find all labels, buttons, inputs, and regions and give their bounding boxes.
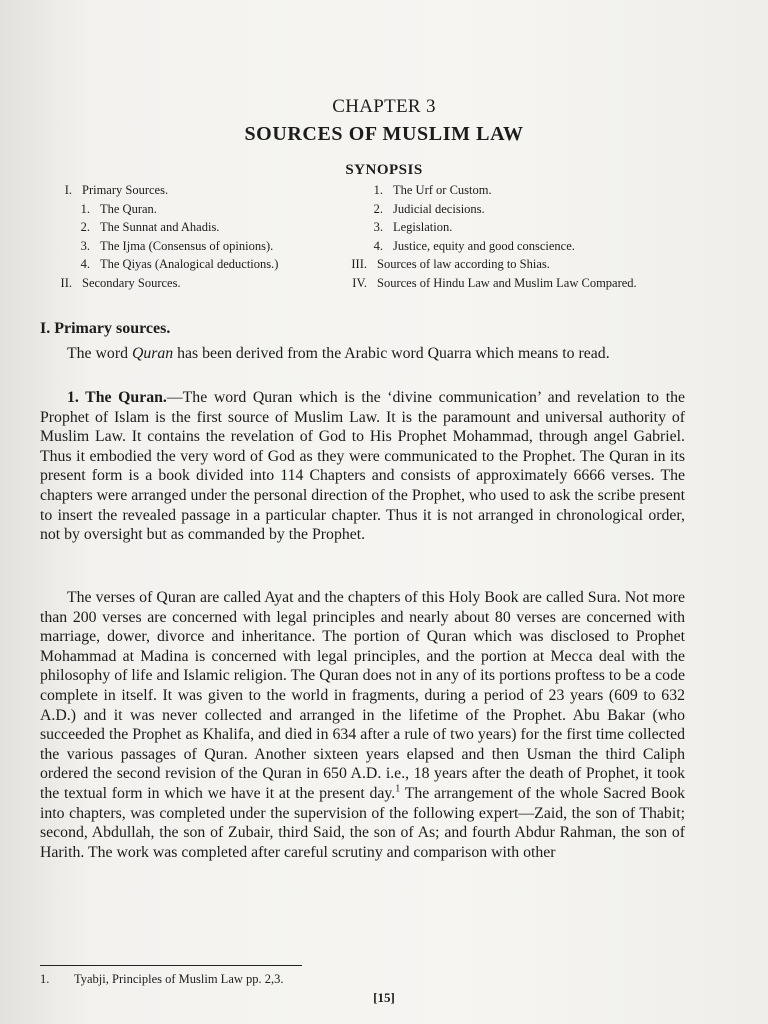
synopsis-item (52, 203, 352, 217)
synopsis-item-number: 2. (80, 220, 90, 235)
paragraph-verses (40, 588, 685, 862)
synopsis-item-text: The Qiyas (Analogical deductions.) (100, 257, 279, 272)
synopsis-item-text: Primary Sources. (82, 183, 169, 197)
synopsis-item (345, 203, 695, 217)
synopsis-item-text: Judicial decisions. (393, 201, 485, 216)
paragraph-lead: 1. The Quran. (67, 389, 167, 406)
footnote-text: Tyabji, Principles of Muslim Law pp. 2,3. (74, 972, 284, 986)
synopsis-item-text: Legislation. (393, 220, 453, 235)
paragraph-intro (40, 344, 685, 364)
synopsis-item-number: 1. (373, 183, 383, 197)
synopsis-item-number: 2. (373, 201, 383, 216)
synopsis-item-text: The Quran. (100, 201, 157, 216)
chapter-title: SOURCES OF MUSLIM LAW (244, 123, 524, 145)
synopsis-item-number: I. (64, 183, 72, 197)
synopsis-item (52, 240, 352, 254)
synopsis-item (345, 240, 695, 254)
synopsis-item-number: 3. (373, 220, 383, 235)
section-heading: I. Primary sources. (40, 320, 171, 337)
synopsis-item-number: 4. (373, 238, 383, 253)
synopsis-item (52, 221, 352, 235)
synopsis-item (52, 277, 352, 291)
synopsis-item-number: 3. (80, 238, 90, 253)
synopsis-item (343, 258, 695, 272)
synopsis-item (343, 277, 695, 291)
footnote (40, 972, 284, 987)
synopsis-item-text: Justice, equity and good conscience. (393, 238, 575, 253)
footnote-number: 1. (40, 972, 50, 986)
synopsis-item-text: The Urf or Custom. (393, 183, 492, 197)
paragraph-text: The arrangement of the whole Sacred Book into chapters, was completed under the supervision of the following expert—Zaid, the son of Thabit; second, Abdullah, the son of Zubair, third Said, the son of As; and fourth Abdur Rahman, the son of Harith. The work was completed after careful scrutiny and comparison with other (40, 784, 685, 861)
synopsis-item (52, 184, 352, 198)
synopsis-heading: SYNOPSIS (345, 162, 423, 178)
synopsis-item (345, 221, 695, 235)
chapter-number: CHAPTER 3 (332, 96, 436, 117)
synopsis-item (345, 184, 695, 198)
footnote-divider (40, 965, 302, 966)
synopsis-item-text: Secondary Sources. (82, 275, 181, 290)
synopsis-item-text: Sources of Hindu Law and Muslim Law Compared. (377, 275, 637, 290)
synopsis-left-column (52, 184, 352, 295)
footnote-marker: 1 (395, 783, 401, 795)
quran-term: Quran (131, 345, 174, 362)
synopsis-item-text: Sources of law according to Shias. (377, 257, 550, 272)
synopsis-item-text: The Ijma (Consensus of opinions). (100, 238, 274, 253)
synopsis-right-column (351, 183, 695, 295)
synopsis-item-number: III. (351, 257, 367, 272)
paragraph-quran (40, 388, 685, 545)
synopsis-item-number: 1. (80, 201, 90, 216)
synopsis-item-number: II. (60, 275, 72, 290)
page-number: [15] (373, 990, 395, 1005)
paragraph-text: has been derived from the Arabic word Quarra which means to read. (173, 345, 610, 362)
synopsis-item (52, 258, 352, 272)
synopsis-item-number: IV. (352, 275, 367, 290)
synopsis-item-text: The Sunnat and Ahadis. (100, 220, 220, 235)
paragraph-text: The verses of Quran are called Ayat and the chapters of this Holy Book are called Sura. Not more than 200 verses are concerned with legal principles and nearly about 80 verses are concerned with marriage, dower, divorce and inheritance. The portion of Quran which was disclosed to Prophet Mohammad at Madina is concerned with legal principles, and the portion at Mecca deal with the philosophy of life and Islamic religion. The Quran does not in any of its portions proftess to be a code complete in itself. It was given to the world in fragments, during a period of 23 years (609 to 632 A.D.) and it was never collected and arranged in the lifetime of the Prophet. Abu Bakar (who succeeded the Prophet as Khalifa, and died in 634 after a rule of two years) for the first time collected the various passages of Quran. Another sixteen years elapsed and then Usman the third Caliph ordered the second revision of the Quran in 650 A.D. i.e., 18 years after the death of Prophet, it took the textual form in which we have it at the present day. (40, 589, 685, 802)
paragraph-text: —The word Quran which is the ‘divine communication’ and revelation to the Prophet of Islam is the first source of Muslim Law. It is the paramount and universal authority of Muslim Law. It contains the revelation of God to His Prophet Mohammad, through angel Gabriel. Thus it embodied the very word of God as they were communicated to the Prophet. The Quran in its present form is a book divided into 114 Chapters and consists of approximately 6666 verses. The chapters were arranged under the personal direction of the Prophet, who used to ask the scribe present to insert the revealed passage in a particular chapter. Thus it is not arranged in chronological order, not by oversight but as commanded by the Prophet. (40, 389, 685, 544)
synopsis-item-number: 4. (80, 257, 90, 272)
paragraph-text: The word (67, 345, 132, 362)
